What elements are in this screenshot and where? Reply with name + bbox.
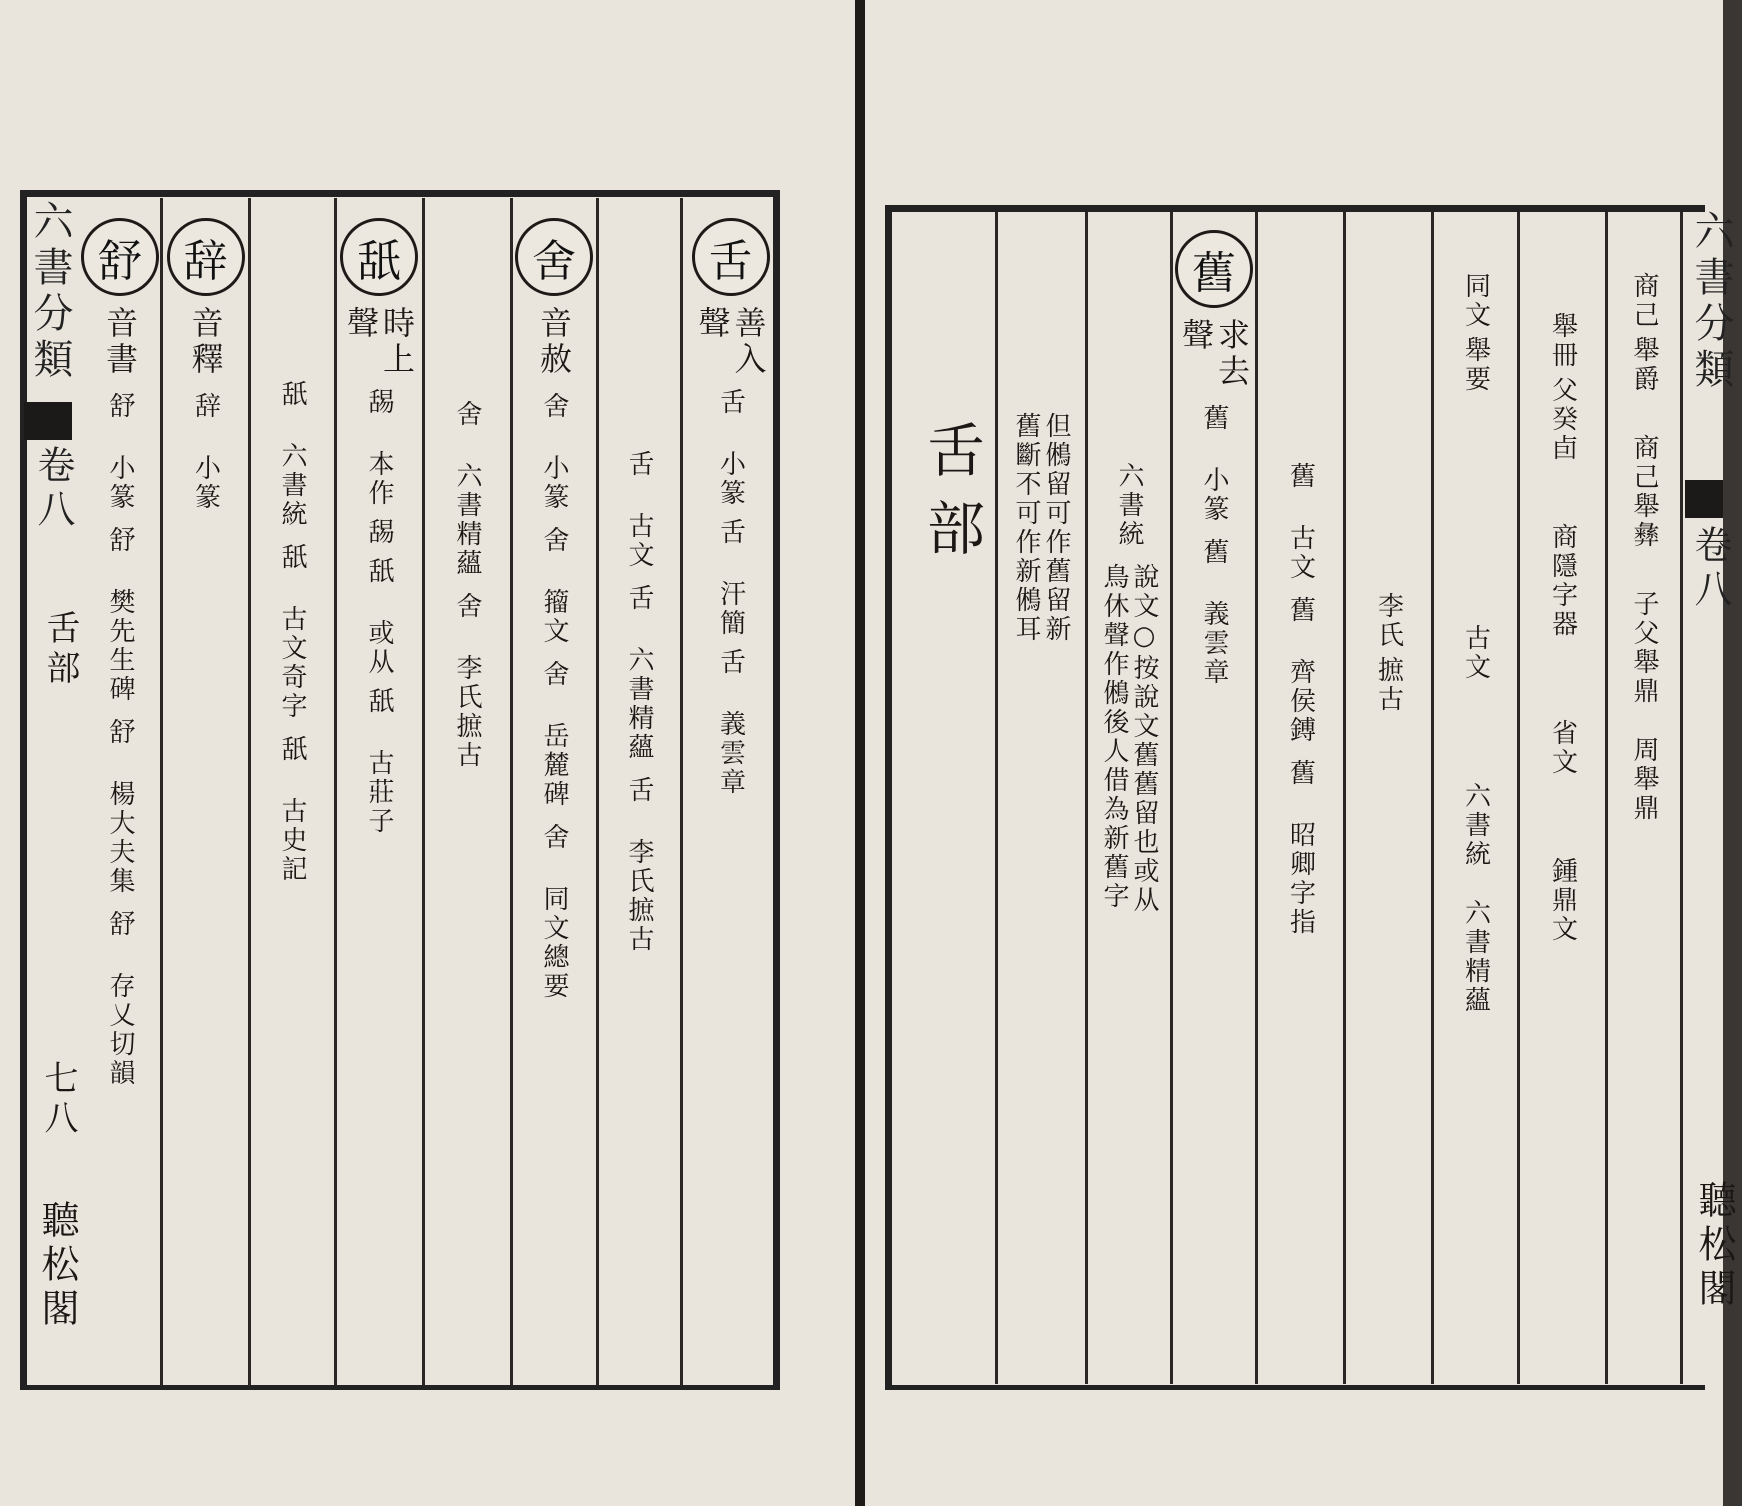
entry-tone: 聲 [342,306,380,342]
entry-ci [163,200,248,1386]
right-page [865,0,1736,1506]
entry-tone: 聲 [1177,318,1215,354]
head-char-circle: 舌 [692,218,770,296]
book-gutter [855,0,865,1506]
entry-line: 舌 六書精蘊 [624,584,654,762]
fish-tail-mark [1685,480,1723,518]
entry-line: 周舉鼎 [1629,736,1659,823]
entry-tone: 聲 [693,306,732,342]
margin-title: 六書分類 [27,200,73,384]
entry-line: 舊 齊侯鎛 [1285,596,1316,745]
entry-reading: 舉冊 [1547,312,1578,370]
entry-line: 舌 古文 [624,450,654,570]
entry-reading: 音赦 [535,306,573,378]
entry-line: 商隱字器 [1547,523,1578,639]
entry-reading: 求去 [1213,318,1251,390]
publisher-mark: 聽松閣 [1692,1180,1736,1312]
entry-line: 子父舉鼎 [1629,590,1659,706]
entry-line: 舒 小篆 [105,392,135,512]
source-column [1608,212,1680,1382]
entry-line: 舌 義雲章 [715,648,746,797]
source-column [1346,212,1431,1382]
entry-she-cont [598,200,680,1386]
entry-reading: 同文 [1460,272,1491,330]
head-char-circle: 舒 [81,218,159,296]
entry-line: 舍 岳麓碑 [539,660,569,809]
entry-reading: 時上 [378,306,416,378]
head-char-circle: 舐 [340,218,418,296]
juan-label: 卷八 [1688,525,1732,613]
page-number: 七八 [38,1060,78,1140]
chapter-title: 舌部 [917,420,985,576]
note-column [998,212,1084,1382]
entry-line: 舌 小篆 [715,388,746,508]
entry-line: 舐 古莊子 [364,687,394,836]
entry-shi [336,200,422,1386]
entry-reading: 六書統 [1114,462,1144,549]
entry-reading: 商己 [1629,272,1659,330]
entry-reading: 音書 [101,306,139,378]
entry-line: 舓 本作 [364,388,394,508]
entry-reading: 李氏 [1373,592,1404,650]
entry-line: 舐 六書統 [277,380,307,529]
entry-shi-cont [250,200,334,1386]
entry-line: 舍 同文總要 [539,823,569,1001]
entry-line: 舍 小篆 [539,392,569,512]
entry-line: 六書統 [1460,782,1491,869]
entry-line: 舒 楊大夫集 [105,718,135,896]
head-char-circle: 辞 [167,218,245,296]
entry-line: 舊 古文 [1285,462,1316,582]
entry-she [683,200,778,1386]
entry-line: 舐 古史記 [277,735,307,884]
head-char-circle: 舊 [1175,230,1253,308]
entry-shu [80,200,160,1386]
entry-she4-cont [424,200,510,1386]
entry-line: 舐 或从 [364,557,394,677]
entry-line: 商己舉彝 [1629,434,1659,550]
entry-line: 舌 汗簡 [715,518,746,638]
source-column [1520,212,1605,1382]
entry-line: 古文 [1460,624,1491,682]
entry-line: 舊 義雲章 [1199,538,1229,687]
entry-line: 舒 樊先生碑 [105,526,135,704]
fish-tail-mark [24,402,72,440]
entry-line: 舍 李氏摭古 [452,592,482,770]
entry-line: 省文 [1547,719,1578,777]
margin-title: 六書分類 [1688,210,1734,394]
entry-jiu [1173,212,1255,1382]
entry-reading: 善入 [729,306,768,378]
entry-line: 舉要 [1460,336,1491,394]
entry-jiu-cont [1258,212,1343,1382]
note-line: 鳥休聲作鵂後人借為新舊字 [1099,563,1129,911]
entry-line: 舐 古文奇字 [277,543,307,721]
note-line: 舊斷不可作新鵂耳 [1011,412,1041,644]
section-label: 舌部 [40,610,80,690]
entry-line: 摭古 [1373,656,1404,714]
entry-line: 舊 昭卿字指 [1285,759,1316,937]
note-column [1088,212,1170,1382]
entry-line: 六書精蘊 [1460,899,1491,1015]
entry-line: 舓 [364,518,394,547]
entry-line: 舌 李氏摭古 [624,776,654,954]
entry-line: 父癸卣 [1547,376,1578,463]
entry-line: 舒 存乂切韻 [105,910,135,1088]
entry-line: 鍾鼎文 [1547,857,1578,944]
entry-reading: 音釋 [186,306,225,378]
entry-line: 辞 小篆 [190,392,221,512]
entry-she4 [512,200,596,1386]
source-column [1434,212,1517,1382]
note-line: 但鵂留可作舊留新 [1041,412,1071,644]
left-page [0,0,855,1506]
head-char-circle: 舍 [515,218,593,296]
note-line: 說文○按說文舊舊留也或从 [1129,563,1159,915]
entry-line: 舍 六書精蘊 [452,400,482,578]
entry-line: 舉爵 [1629,336,1659,394]
publisher-mark: 聽松閣 [35,1200,79,1332]
entry-line: 舊 小篆 [1199,404,1229,524]
juan-label: 卷八 [31,445,75,533]
entry-line: 舍 籀文 [539,526,569,646]
